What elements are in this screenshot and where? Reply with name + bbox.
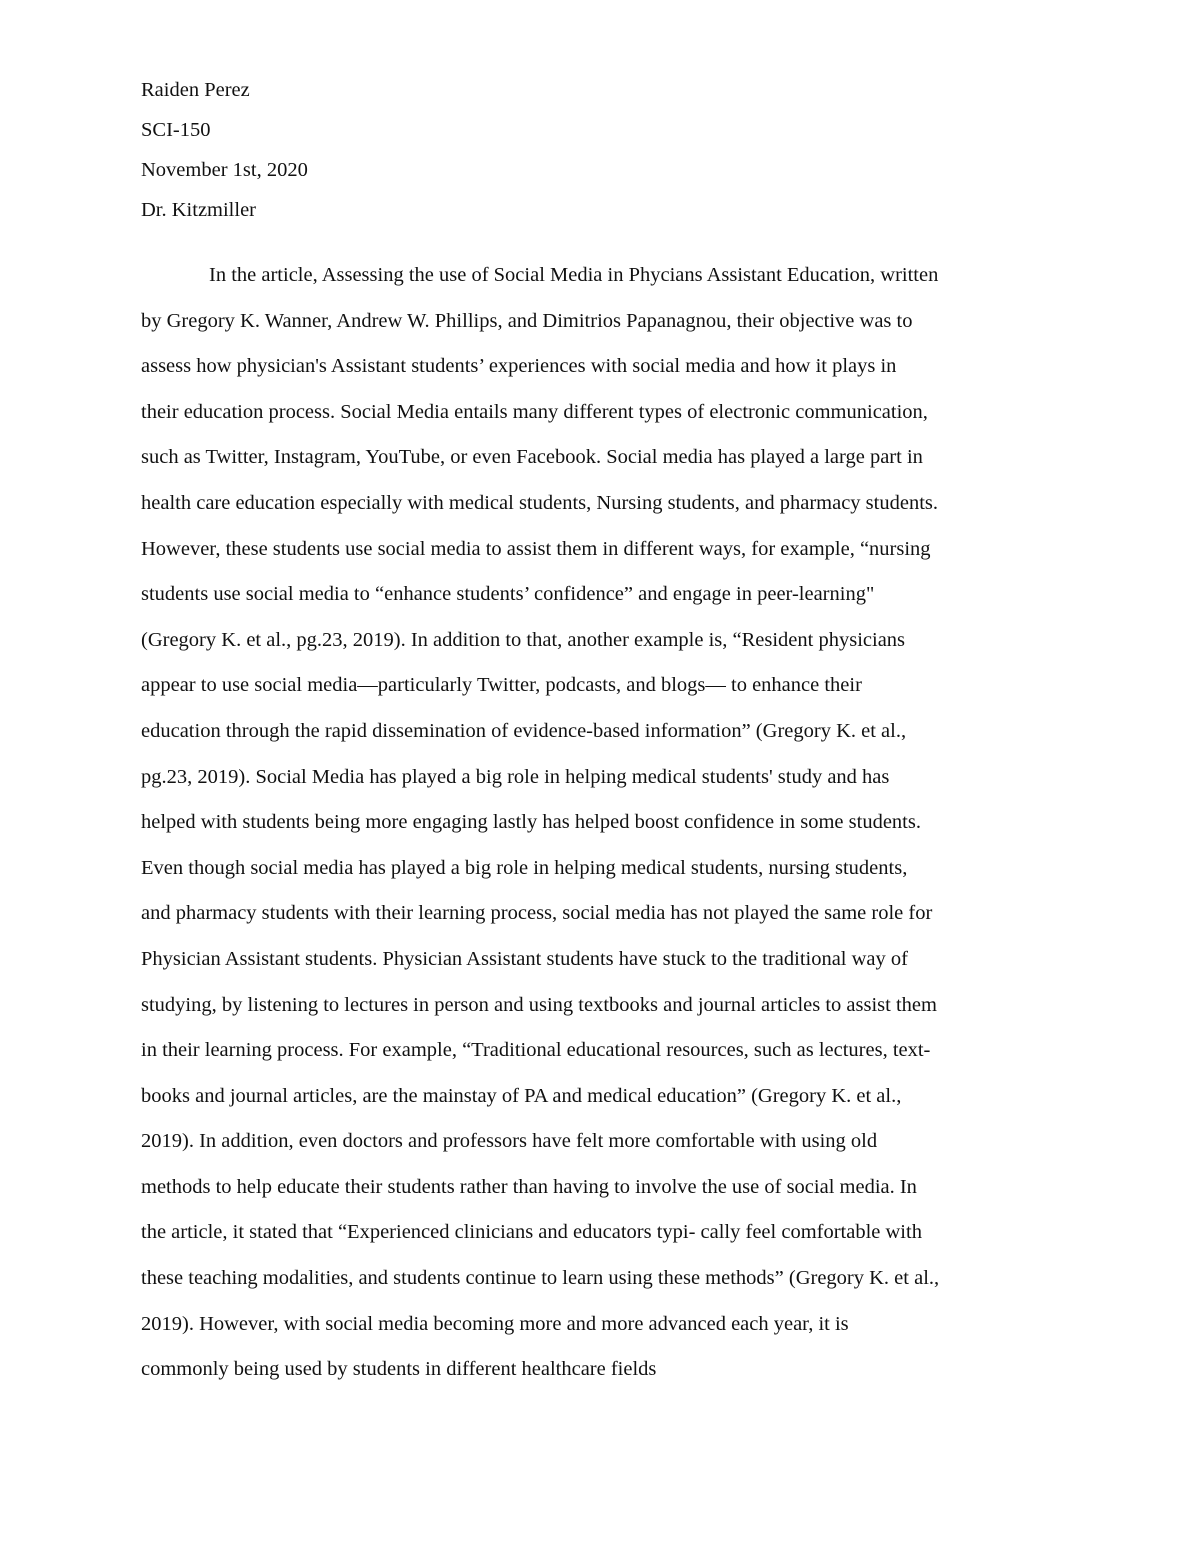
paragraph-line: pg.23, 2019). Social Media has played a big role in helping medical students' study and has [141, 765, 890, 788]
paragraph-line: books and journal articles, are the mainstay of PA and medical education” (Gregory K. et al., [141, 1084, 902, 1107]
paragraph-line: assess how physician's Assistant students’ experiences with social media and how it plays in [141, 355, 897, 378]
paragraph-line: education through the rapid dissemination of evidence-based information” (Gregory K. et al., [141, 719, 907, 742]
paragraph-line: these teaching modalities, and students continue to learn using these methods” (Gregory K. et al., [141, 1267, 940, 1290]
paragraph-line: Even though social media has played a big role in helping medical students, nursing students, [141, 856, 908, 879]
paragraph-line: commonly being used by students in different healthcare fields [141, 1358, 657, 1381]
paragraph-line: appear to use social media—particularly Twitter, podcasts, and blogs— to enhance their [141, 674, 862, 697]
paragraph-line: In the article, Assessing the use of Social Media in Phycians Assistant Education, written [209, 264, 939, 286]
paragraph-line: 2019). However, with social media becoming more and more advanced each year, it is [141, 1312, 849, 1335]
paragraph-line: and pharmacy students with their learning process, social media has not played the same role for [141, 902, 933, 925]
paragraph-line: the article, it stated that “Experienced clinicians and educators typi- cally feel comfortable with [141, 1221, 922, 1244]
instructor-name: Dr. Kitzmiller [141, 199, 257, 221]
paragraph-line: helped with students being more engaging lastly has helped boost confidence in some students. [141, 811, 921, 834]
author-name: Raiden Perez [141, 79, 250, 101]
paragraph-line: such as Twitter, Instagram, YouTube, or even Facebook. Social media has played a large part in [141, 446, 923, 469]
paragraph-line: by Gregory K. Wanner, Andrew W. Phillips, and Dimitrios Papanagnou, their objective was to [141, 309, 913, 332]
paragraph-line: health care education especially with medical students, Nursing students, and pharmacy students. [141, 491, 938, 514]
paragraph-line: their education process. Social Media entails many different types of electronic communication, [141, 400, 928, 423]
paragraph-line: methods to help educate their students rather than having to involve the use of social media. In [141, 1175, 917, 1198]
heading-block [141, 70, 308, 230]
paragraph-line: students use social media to “enhance students’ confidence” and engage in peer-learning" [141, 583, 875, 606]
paragraph-line: Physician Assistant students. Physician Assistant students have stuck to the traditional way of [141, 947, 908, 970]
submission-date: November 1st, 2020 [141, 159, 308, 181]
paragraph-line: (Gregory K. et al., pg.23, 2019). In addition to that, another example is, “Resident physicians [141, 628, 906, 651]
paragraph-line: 2019). In addition, even doctors and professors have felt more comfortable with using old [141, 1130, 878, 1153]
paragraph-line: in their learning process. For example, “Traditional educational resources, such as lectures, text- [141, 1039, 931, 1062]
course-code: SCI-150 [141, 119, 211, 141]
paragraph-line: studying, by listening to lectures in person and using textbooks and journal articles to assist them [141, 993, 937, 1016]
paragraph-line: However, these students use social media to assist them in different ways, for example, “nursing [141, 537, 931, 560]
body-paragraph [141, 253, 1059, 1393]
